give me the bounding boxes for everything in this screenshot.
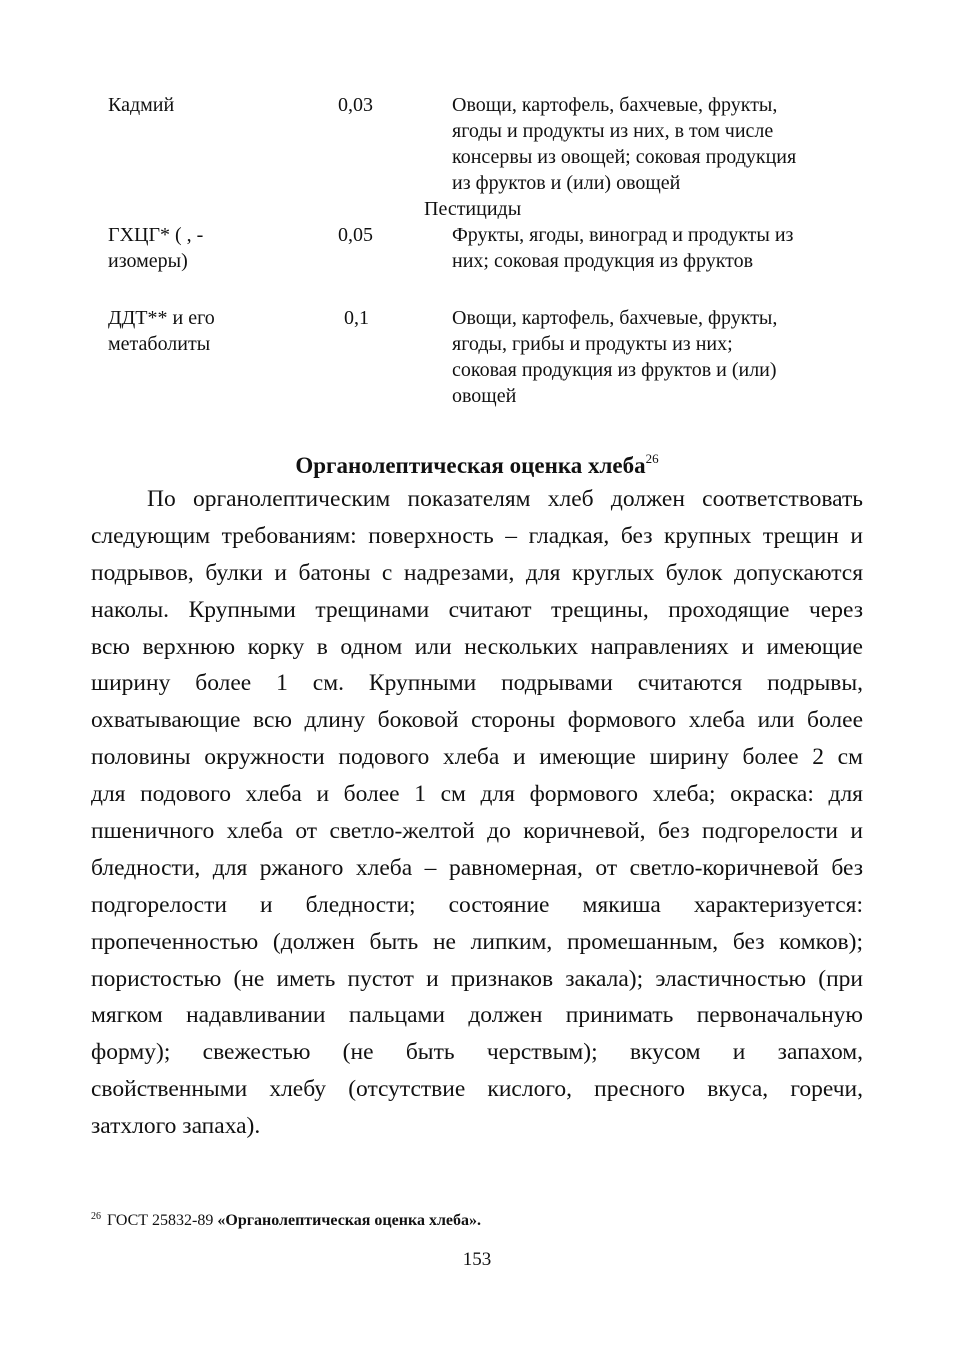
substance-line: метаболиты (108, 333, 211, 355)
body-line: затхлого запаха). (91, 1113, 261, 1140)
footnote (91, 1206, 481, 1232)
substance-line: ДДТ** и его (108, 307, 215, 329)
products-line: из фруктов и (или) овощей (452, 172, 681, 194)
body-line: пропеченностью (должен быть не липким, промешанным, без комков); (91, 928, 863, 955)
footnote-source: ГОСТ 25832-89 (107, 1212, 214, 1229)
body-line: половины окружности подового хлеба и имеющие ширину более 2 см (91, 744, 863, 771)
products-cell (452, 222, 852, 274)
value-cell: 0,05 (338, 224, 373, 246)
body-line: свойственными хлебу (отсутствие кислого, пресного вкуса, горечи, (91, 1076, 863, 1103)
body-line: пористостью (не иметь пустот и признаков закала); эластичностью (при (91, 965, 863, 992)
footnote-number: 26 (91, 1211, 101, 1222)
substance-cell (108, 222, 318, 274)
body-line: наколы. Крупными трещинами считают трещины, проходящие через (91, 596, 863, 623)
body-line: подрывов, булки и батоны с надрезами, для круглых булок допускаются (91, 559, 863, 586)
substance-line: изомеры) (108, 250, 188, 272)
products-line: ягоды и продукты из них, в том числе (452, 120, 774, 142)
body-line: охватывающие всю длину боковой стороны формового хлеба или более (91, 707, 863, 734)
products-cell (452, 305, 852, 409)
body-line: следующим требованиям: поверхность – гладкая, без крупных трещин и (91, 522, 863, 549)
page-number: 153 (462, 1249, 492, 1270)
body-line: ширину более 1 см. Крупными подрывами считаются подрывы, (91, 670, 863, 697)
products-line: Овощи, картофель, бахчевые, фрукты, (452, 307, 778, 329)
products-cell (452, 92, 852, 196)
products-line: соковая продукция из фруктов и (или) (452, 359, 777, 381)
substance-cell (108, 92, 318, 118)
products-line: них; соковая продукция из фруктов (452, 250, 754, 272)
body-line: всю верхнюю корку в одном или нескольких направлениях и имеющие (91, 633, 863, 660)
value-cell: 0,03 (338, 94, 373, 116)
value-cell: 0,1 (344, 307, 369, 329)
footnote-reference: 26 (645, 451, 659, 466)
body-line: мягком надавливании пальцами должен принимать первоначальную (91, 1002, 863, 1029)
substance-line: Кадмий (108, 94, 175, 116)
footnote-title: «Органолептическая оценка хлеба». (217, 1212, 482, 1229)
substance-cell (108, 305, 318, 357)
section-heading (0, 444, 954, 481)
products-line: ягоды, грибы и продукты из них; (452, 333, 733, 355)
products-line: консервы из овощей; соковая продукция (452, 146, 797, 168)
body-line: форму); свежестью (не быть черствым); вкусом и запахом, (91, 1039, 863, 1066)
body-line: для подового хлеба и более 1 см для формового хлеба; окраска: для (91, 781, 863, 808)
products-line: Фрукты, ягоды, виноград и продукты из (452, 224, 794, 246)
body-line: подгорелости и бледности; состояние мякиша характеризуется: (91, 891, 863, 918)
body-paragraph (91, 481, 863, 1145)
products-line: овощей (452, 385, 517, 407)
products-line: Овощи, картофель, бахчевые, фрукты, (452, 94, 778, 116)
heading-title: Органолептическая оценка хлеба (295, 453, 646, 478)
body-line: бледности, для ржаного хлеба – равномерная, от светло-коричневой без (91, 854, 863, 881)
body-line: По органолептическим показателям хлеб должен соответствовать (147, 486, 863, 512)
body-line: пшеничного хлеба от светло-желтой до коричневой, без подгорелости и (91, 818, 863, 845)
section-label-pesticides: Пестициды (424, 198, 522, 220)
substance-line: ГХЦГ* ( , - (108, 224, 204, 246)
